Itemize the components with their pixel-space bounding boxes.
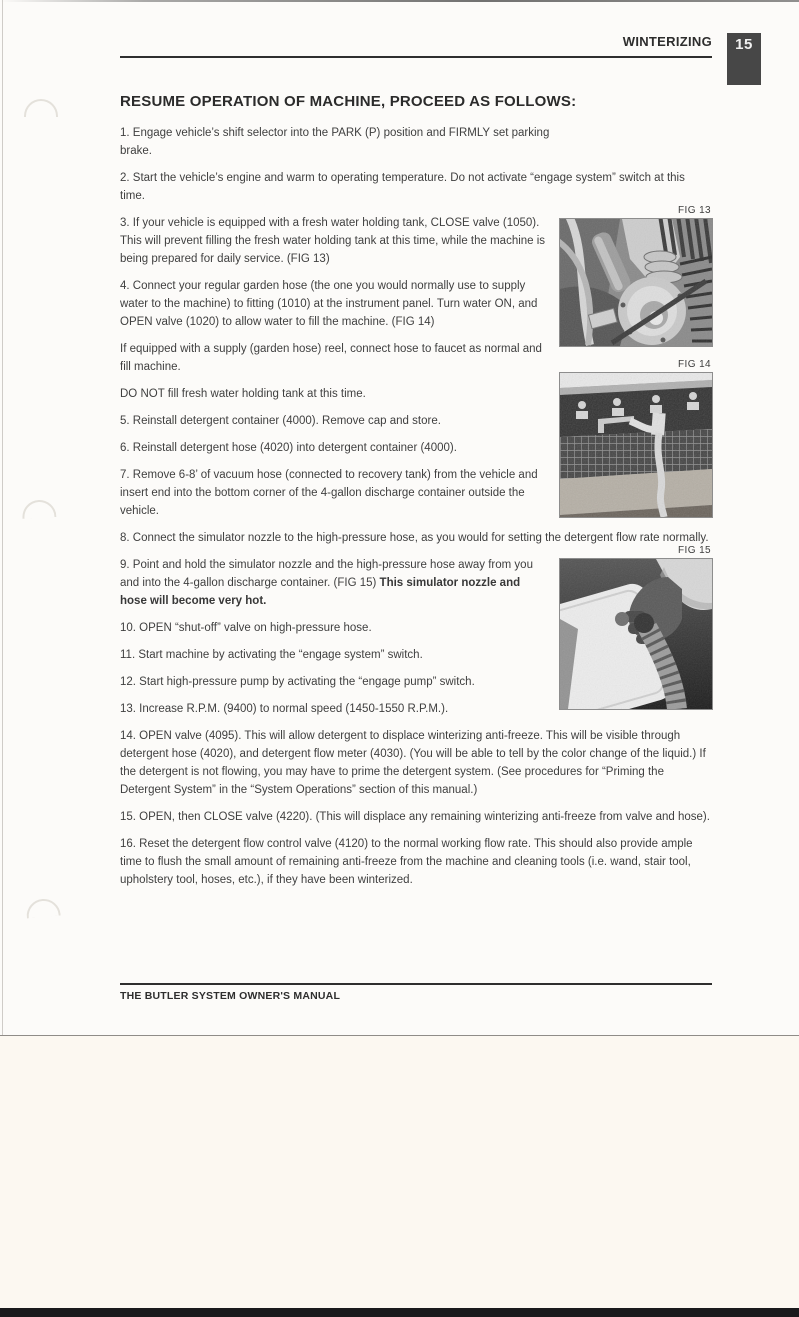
step-12: 12. Start high-pressure pump by activating the “engage pump” switch. xyxy=(120,676,475,688)
fig-13-photo xyxy=(560,219,712,346)
step-15: 15. OPEN, then CLOSE valve (4220). (This will displace any remaining winterizing anti-freeze from valve and hose). xyxy=(120,811,710,823)
figure-14-label: FIG 14 xyxy=(678,359,711,370)
scanner-background xyxy=(0,1036,799,1308)
figure-14 xyxy=(560,358,712,517)
step-10: 10. OPEN “shut-off” valve on high-pressure hose. xyxy=(120,622,372,634)
footer-text: THE BUTLER SYSTEM OWNER'S MANUAL xyxy=(120,990,341,1002)
page-heading: RESUME OPERATION OF MACHINE, PROCEED AS FOLLOWS: xyxy=(120,93,577,110)
hole-punch-mark xyxy=(24,99,58,117)
step-1: 1. Engage vehicle’s shift selector into the PARK (P) position and FIRMLY set parking brake. xyxy=(120,127,550,157)
step-7: 7. Remove 6-8’ of vacuum hose (connected to recovery tank) from the vehicle and insert end into the bottom corner of the 4-gallon discharge container outside the vehicle. xyxy=(120,469,538,517)
figure-13-label: FIG 13 xyxy=(678,205,711,216)
step-14: 14. OPEN valve (4095). This will allow detergent to displace winterizing anti-freeze. This will be visible through detergent hose (4020), and detergent flow meter (4030). (You will be able to tell by the color change of the liquid.) If the detergent is not flowing, you may have to prime the detergent system. (See procedures for “Priming the Detergent System” in the “System Operations” section of this manual.) xyxy=(120,730,706,796)
scan-left-edge-line xyxy=(2,0,3,1035)
page-number-badge: 15 xyxy=(727,33,761,85)
note-do-not-fill: DO NOT fill fresh water holding tank at this time. xyxy=(120,388,366,400)
section-label: WINTERIZING xyxy=(622,34,712,49)
note-garden-hose-reel: If equipped with a supply (garden hose) reel, connect hose to faucet as normal and fill machine. xyxy=(120,343,542,373)
step-6: 6. Reinstall detergent hose (4020) into detergent container (4000). xyxy=(120,442,457,454)
step-13: 13. Increase R.P.M. (9400) to normal speed (1450-1550 R.P.M.). xyxy=(120,703,449,715)
step-4: 4. Connect your regular garden hose (the one you would normally use to supply water to the machine) to fitting (1010) at the instrument panel. Turn water ON, and OPEN valve (1020) to allow water to fill the machine. (FIG 14) xyxy=(120,280,538,328)
step-8: 8. Connect the simulator nozzle to the high-pressure hose, as you would for setting the detergent flow rate normally. xyxy=(120,532,709,544)
fig-14-photo xyxy=(560,373,712,517)
page-content xyxy=(120,86,712,898)
figure-15 xyxy=(560,544,712,709)
hole-punch-mark xyxy=(25,898,60,919)
step-3: 3. If your vehicle is equipped with a fresh water holding tank, CLOSE valve (1050). This will prevent filling the fresh water holding tank at this time, while the machine is being prepared for daily service. (FIG 13) xyxy=(120,217,546,265)
figure-13 xyxy=(560,204,712,346)
step-2: 2. Start the vehicle’s engine and warm to operating temperature. Do not activate “engage system” switch at this time. xyxy=(120,172,685,202)
step-11: 11. Start machine by activating the “engage system” switch. xyxy=(120,649,423,661)
step-5: 5. Reinstall detergent container (4000). Remove cap and store. xyxy=(120,415,441,427)
step-16: 16. Reset the detergent flow control valve (4120) to the normal working flow rate. This should also provide ample time to flush the small amount of remaining anti-freeze from the machine and cleaning tools (i.e. wand, stair tool, upholstery tool, hoses, etc.), if they have been winterized. xyxy=(120,838,693,886)
hole-punch-mark xyxy=(22,499,57,519)
scan-bottom-strip xyxy=(0,1308,799,1317)
fig-15-photo xyxy=(560,559,712,709)
page-header xyxy=(120,34,712,58)
page-footer xyxy=(120,983,712,1002)
figure-15-label: FIG 15 xyxy=(678,545,711,556)
scan-top-edge-shadow xyxy=(0,0,799,2)
step-9-warning: This simulator nozzle and hose will become very hot. xyxy=(120,577,521,607)
step-9-text: 9. Point and hold the simulator nozzle and the high-pressure hose away from you and into the 4-gallon discharge container. (FIG 15) xyxy=(120,559,533,589)
